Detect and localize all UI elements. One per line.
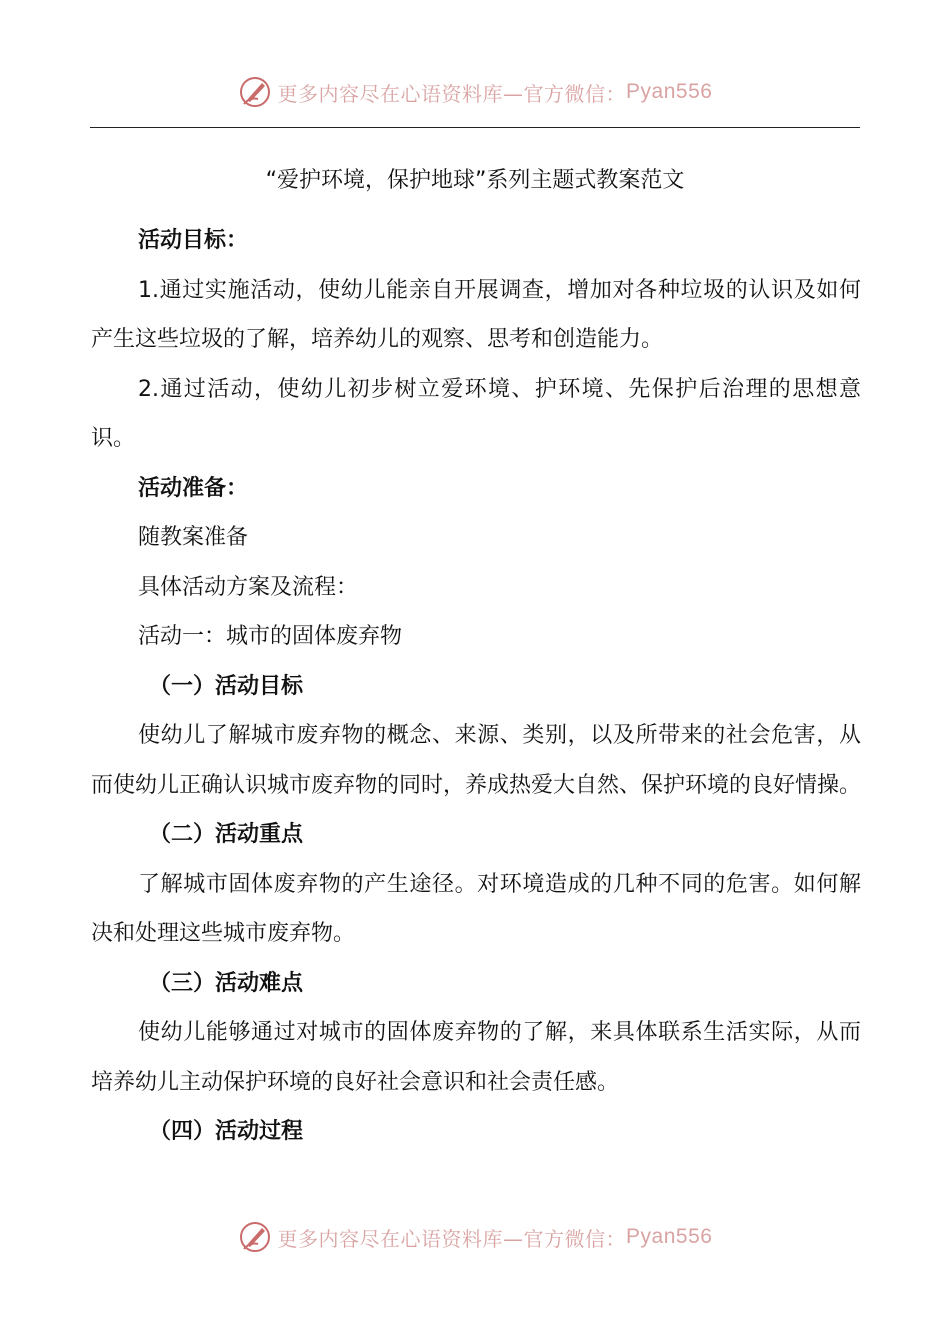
goal-item-2: 2.通过活动，使幼儿初步树立爱环境、护环境、先保护后治理的思想意识。 — [91, 376, 861, 451]
header-divider — [90, 127, 860, 128]
pen-logo-icon — [238, 1220, 272, 1254]
watermark-header — [0, 72, 950, 112]
goals-heading: 活动目标： — [138, 228, 249, 253]
watermark-code: Pyan556 — [626, 80, 713, 103]
sub-heading-difficulty: （三）活动难点 — [149, 970, 304, 996]
watermark-code: Pyan556 — [626, 1225, 713, 1248]
goal-item-1: 1.通过实施活动，使幼儿能亲自开展调查，增加对各种垃圾的认识及如何产生这些垃圾的了解，培养幼儿的观察、思考和创造能力。 — [91, 277, 861, 352]
sub-focus-text: 了解城市固体废弃物的产生途径。对环境造成的几种不同的危害。如何解决和处理这些城市废弃物。 — [91, 871, 861, 946]
document-body — [91, 216, 861, 1157]
watermark-text: 更多内容尽在心语资料库—官方微信： — [277, 1226, 627, 1251]
activity-one-title: 活动一：城市的固体废弃物 — [138, 624, 403, 649]
pen-logo-icon — [238, 75, 272, 109]
prep-heading: 活动准备： — [138, 475, 249, 501]
watermark-footer — [0, 1217, 950, 1257]
document-title: “爱护环境，保护地球”系列主题式教案范文 — [265, 168, 685, 193]
sub-goals-text: 使幼儿了解城市废弃物的概念、来源、类别，以及所带来的社会危害，从而使幼儿正确认识城市废弃物的同时，养成热爱大自然、保护环境的良好情操。 — [91, 723, 862, 798]
sub-heading-goals: （一）活动目标 — [149, 673, 304, 699]
plan-intro: 具体活动方案及流程： — [138, 574, 359, 600]
prep-text: 随教案准备 — [138, 525, 249, 550]
watermark-text: 更多内容尽在心语资料库—官方微信： — [277, 81, 627, 106]
sub-heading-focus: （二）活动重点 — [149, 822, 304, 847]
sub-difficulty-text: 使幼儿能够通过对城市的固体废弃物的了解，来具体联系生活实际，从而培养幼儿主动保护环境的良好社会意识和社会责任感。 — [91, 1020, 861, 1095]
sub-heading-process: （四）活动过程 — [149, 1119, 304, 1144]
